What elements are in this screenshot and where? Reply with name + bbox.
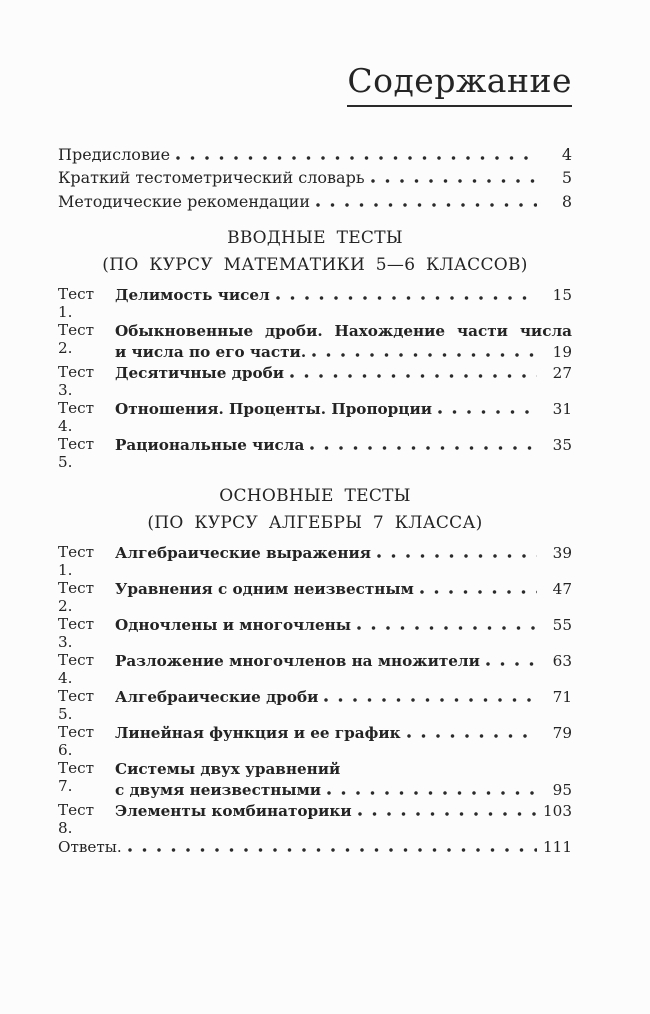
toc-entry [58, 543, 572, 579]
entry-title: Предисловие [58, 144, 171, 164]
entry-label: Тест 2. [58, 321, 95, 358]
entry-title: Уравнения с одним неизвестным [115, 580, 414, 599]
toc-entry [58, 285, 572, 321]
answers-entry [58, 837, 572, 858]
entry-label: Тест 8. [58, 801, 95, 838]
toc-entry [58, 801, 572, 837]
entry-label: Тест 5. [58, 687, 95, 724]
toc-entry [58, 363, 572, 399]
entry-title: Делимость чисел [115, 286, 270, 305]
entry-title: Элементы комбинаторики [115, 802, 352, 821]
entry-page: 15 [552, 286, 572, 305]
section-heading-line1: ОСНОВНЫЕ ТЕСТЫ [219, 486, 411, 507]
entry-label: Тест 4. [58, 651, 95, 688]
entry-title: Одночлены и многочлены [115, 616, 351, 635]
entry-label: Тест 1. [58, 543, 95, 580]
entry-page: 5 [561, 168, 572, 188]
dot-leader [128, 848, 537, 852]
section-heading-intro [58, 225, 572, 279]
dot-leader [377, 554, 537, 558]
entry-title: Линейная функция и ее график [115, 724, 401, 743]
main-tests-list [58, 543, 572, 858]
entry-page: 39 [552, 544, 572, 563]
dot-leader [312, 353, 537, 357]
dot-leader [327, 791, 537, 795]
toc-entry [58, 687, 572, 723]
entry-title: Алгебраические дроби [115, 688, 319, 707]
toc-entry [58, 321, 572, 363]
entry-page: 103 [543, 802, 572, 821]
toc-entry [58, 759, 572, 801]
entry-title: Десятичные дроби [115, 364, 284, 383]
entry-page: 111 [543, 838, 572, 857]
entry-page: 71 [552, 688, 572, 707]
section-heading-main [58, 483, 572, 537]
dot-leader [176, 156, 537, 160]
dot-leader [357, 626, 537, 630]
toc-entry [58, 399, 572, 435]
dot-leader [420, 590, 537, 594]
entry-title: Отношения. Проценты. Пропорции [115, 400, 433, 419]
entry-label: Тест 3. [58, 363, 95, 400]
dot-leader [310, 446, 537, 450]
page-title: Содержание [347, 62, 572, 107]
dot-leader [324, 698, 537, 702]
entry-title: Ответы. [58, 838, 122, 857]
entry-label: Тест 4. [58, 399, 95, 436]
entry-page: 4 [561, 144, 572, 164]
toc-entry [58, 579, 572, 615]
dot-leader [371, 179, 537, 183]
toc-entry [58, 435, 572, 471]
entry-title: Обыкновенные дроби. Нахождение части числа [115, 322, 572, 341]
dot-leader [276, 296, 537, 300]
entry-label: Тест 2. [58, 579, 95, 616]
toc-entry [58, 615, 572, 651]
section-heading-line2: (ПО КУРСУ МАТЕМАТИКИ 5—6 КЛАССОВ) [102, 255, 528, 276]
toc-entry [58, 190, 572, 214]
section-heading-line2: (ПО КУРСУ АЛГЕБРЫ 7 КЛАССА) [147, 513, 483, 534]
entry-title: Методические рекомендации [58, 191, 311, 211]
entry-title-line2: с двумя неизвестными [115, 781, 322, 800]
section-heading-line1: ВВОДНЫЕ ТЕСТЫ [227, 228, 403, 249]
entry-page: 95 [552, 781, 572, 800]
entry-label: Тест 7. [58, 759, 95, 796]
entry-title: Рациональные числа [115, 436, 305, 455]
entry-page: 55 [552, 616, 572, 635]
front-matter [58, 143, 572, 214]
toc-entry [58, 723, 572, 759]
toc-entry [58, 651, 572, 687]
entry-label: Тест 6. [58, 723, 95, 760]
entry-title: Разложение многочленов на множители [115, 652, 480, 671]
toc-entry [58, 143, 572, 167]
dot-leader [486, 662, 537, 666]
entry-page: 31 [552, 400, 572, 419]
dot-leader [358, 812, 537, 816]
entry-title: Алгебраические выражения [115, 544, 371, 563]
entry-title-line2: и числа по его части. [115, 343, 307, 362]
entry-page: 47 [552, 580, 572, 599]
title-row [58, 0, 572, 107]
intro-tests-list [58, 285, 572, 471]
entry-page: 35 [552, 436, 572, 455]
entry-label: Тест 1. [58, 285, 95, 322]
dot-leader [438, 410, 537, 414]
toc-content [58, 0, 572, 858]
entry-page: 19 [552, 343, 572, 362]
dot-leader [290, 374, 537, 378]
entry-page: 27 [552, 364, 572, 383]
dot-leader [316, 203, 537, 207]
dot-leader [407, 734, 537, 738]
entry-title: Системы двух уравнений [115, 760, 341, 779]
entry-page: 79 [552, 724, 572, 743]
entry-page: 8 [561, 191, 572, 211]
entry-title: Краткий тестометрический словарь [58, 168, 365, 188]
entry-label: Тест 5. [58, 435, 95, 472]
toc-entry [58, 166, 572, 190]
entry-page: 63 [552, 652, 572, 671]
entry-label: Тест 3. [58, 615, 95, 652]
